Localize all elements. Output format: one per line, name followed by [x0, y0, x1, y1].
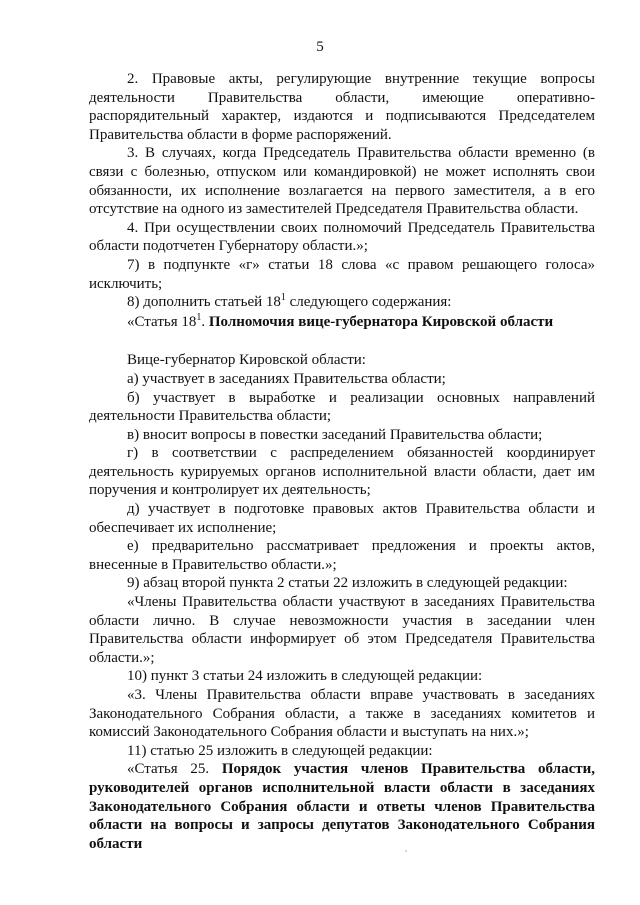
article-25-title: Порядок участия членов Правительства области, руководителей органов исполнительной власти области в заседаниях Законодательного Собрания области и ответы членов Правительства области на вопросы и запросы депутатов Законодательного Собрания области [89, 761, 595, 852]
paragraph-vice-governor-intro: Вице-губернатор Кировской области: [127, 352, 366, 369]
article-18-1-label: «Статья 18 [127, 313, 197, 330]
article-18-1-dot: . [201, 313, 209, 330]
paragraph-amendment-7: 7) в подпункте «г» статьи 18 слова «с правом решающего голоса» исключить; [89, 256, 595, 292]
paragraph-amendment-8 [89, 293, 595, 312]
article-25-label: «Статья 25. [127, 761, 222, 778]
paragraph-article-22-text: «Члены Правительства области участвуют в заседаниях Правительства области лично. В случае невозможности участия в заседании член Правительства области информирует об этом Председателя Правительства области.»; [89, 594, 595, 666]
paragraph-item-b: б) участвует в выработке и реализации основных направлений деятельности Правительства области; [89, 389, 595, 425]
paragraph-item-d: д) участвует в подготовке правовых актов Правительства области и обеспечивает их исполнение; [89, 501, 595, 536]
article-18-1-superscript: 1 [196, 311, 202, 323]
paragraph-item-4-accountability: 4. При осуществлении своих полномочий Председатель Правительства области подотчетен Губернатору области.»; [89, 219, 595, 255]
paragraph-item-g: г) в соответствии с распределением обязанностей координирует деятельность курируемых органов исполнительной власти области, дает им поручения и контролирует их деятельность; [89, 445, 595, 499]
paragraph-item-2-legal-acts: 2. Правовые акты, регулирующие внутренние текущие вопросы деятельности Правительства области, имеющие оперативно-распорядительный характер, издаются и подписываются Председателем Правительства области в форме распоряжений. [89, 71, 595, 143]
article-18-1-title: Полномочия вице-губернатора Кировской области [208, 313, 554, 330]
article-25-heading [89, 760, 595, 853]
paragraph-item-a: а) участвует в заседаниях Правительства области; [127, 370, 446, 387]
paragraph-item-v: в) вносит вопросы в повестки заседаний Правительства области; [127, 426, 543, 443]
paragraph-article-24-text: «3. Члены Правительства области вправе участвовать в заседаниях Законодательного Собрания области, а также в заседаниях комитетов и комиссий Законодательного Собрания области и выступать на них.»; [89, 687, 595, 741]
paragraph-item-3-chairman-absence: 3. В случаях, когда Председатель Правительства области временно (в связи с болезнью, отпуском или командировкой) не может исполнять свои обязанности, их исполнение возлагается на первого заместителя, а в его отсутствие на одного из заместителей Председателя Правительства области. [89, 145, 595, 218]
amendment-8-text-after: следующего содержания: [285, 294, 452, 311]
paragraph-amendment-10: 10) пункт 3 статьи 24 изложить в следующей редакции: [127, 668, 483, 685]
document-body [89, 70, 595, 853]
page-number: 5 [316, 39, 324, 55]
paragraph-amendment-9: 9) абзац второй пункта 2 статьи 22 изложить в следующей редакции: [127, 575, 568, 592]
scan-speck [405, 850, 407, 852]
article-18-1-heading [89, 313, 595, 332]
paragraph-amendment-11: 11) статью 25 изложить в следующей редакции: [127, 742, 433, 759]
paragraph-item-e: е) предварительно рассматривает предложения и проекты актов, внесенные в Правительство области.»; [89, 538, 595, 573]
amendment-8-superscript: 1 [280, 292, 286, 304]
amendment-8-text-before: 8) дополнить статьей 18 [127, 294, 281, 311]
